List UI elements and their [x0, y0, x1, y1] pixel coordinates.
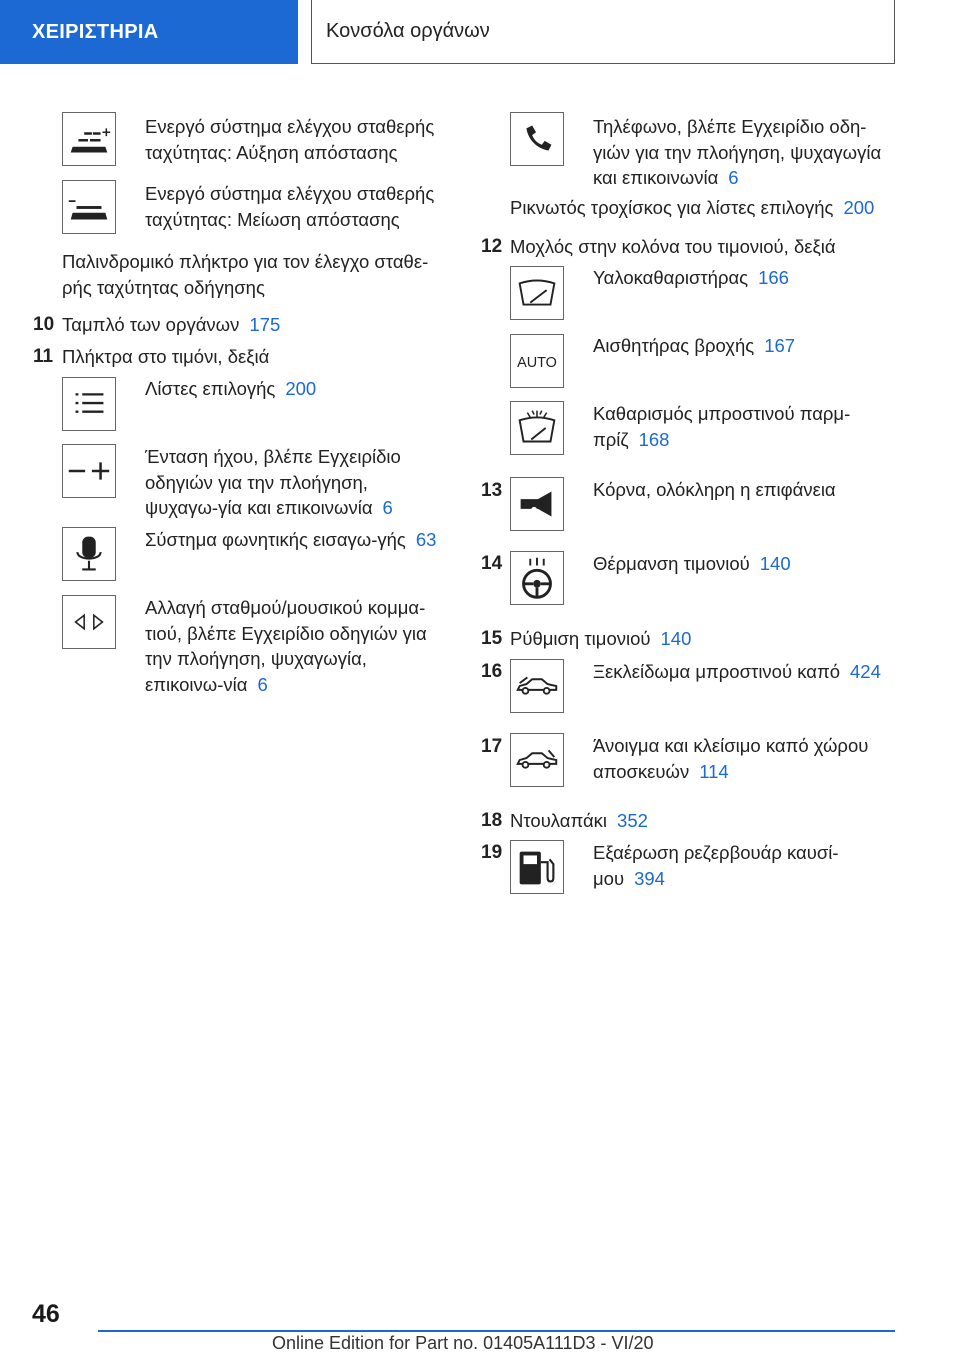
list-item-glovebox: [510, 808, 648, 834]
hood-icon: [510, 659, 564, 713]
phone-icon: [510, 112, 564, 166]
item-number: 17: [481, 736, 503, 757]
footer-text: Online Edition for Part no. 01405A111D3 - VI/20: [272, 1333, 654, 1353]
item-text: Εξαέρωση ρεζερβουάρ καυσί-μου: [593, 842, 839, 889]
auto-label: AUTO: [517, 354, 557, 371]
item-text: Καθαρισμός μπροστινού παρμ-πρίζ: [593, 403, 851, 450]
item-text: Ένταση ήχου, βλέπε Εγχειρίδιο οδηγιών για την πλοήγηση, ψυχαγω-γία και επικοινωνία: [145, 446, 401, 518]
page-reference-link[interactable]: 6: [257, 673, 268, 695]
page-number: 46: [32, 1300, 60, 1328]
page-reference-link[interactable]: 168: [638, 428, 670, 450]
item-number: 18: [481, 810, 503, 831]
page-reference-link[interactable]: 63: [415, 529, 437, 550]
page-reference-link[interactable]: 140: [759, 553, 791, 574]
item-text: Τηλέφωνο, βλέπε Εγχειρίδιο οδη-γιών για την πλοήγηση, ψυχαγωγία και επικοινωνία: [593, 116, 882, 188]
item-text: Κόρνα, ολόκληρη η επιφάνεια: [593, 479, 836, 500]
item-text: Λίστες επιλογής: [145, 378, 276, 399]
list-item-hood: [593, 659, 893, 685]
list-item-10: [62, 312, 280, 338]
item-number: 12: [481, 236, 503, 257]
item-number: 15: [481, 628, 503, 649]
page-title: Κονσόλα οργάνων: [326, 20, 490, 42]
auto-icon: [510, 334, 564, 388]
list-item-voice: [145, 527, 445, 553]
item-text: Ντουλαπάκι: [510, 810, 608, 831]
list-item-wheel-adjust: [510, 626, 691, 652]
page-reference-link[interactable]: 200: [285, 378, 317, 399]
footer-divider: [98, 1330, 895, 1332]
item-text: Πλήκτρα στο τιμόνι, δεξιά: [62, 346, 270, 367]
page-reference-link[interactable]: 167: [764, 335, 796, 356]
page-reference-link[interactable]: 140: [660, 628, 692, 649]
item-number: 13: [481, 480, 503, 501]
list-item-phone: [593, 114, 893, 191]
page-reference-link[interactable]: 166: [758, 267, 789, 288]
wiper-icon: [510, 266, 564, 320]
list-item-heated-wheel: [593, 551, 791, 577]
trunk-icon: [510, 733, 564, 787]
page-reference-link[interactable]: 6: [728, 167, 739, 188]
item-text: Ρικνωτός τροχίσκος για λίστες επιλογής: [510, 197, 834, 218]
item-number: 11: [33, 346, 54, 367]
item-text: Μοχλός στην κολόνα του τιμονιού, δεξιά: [510, 236, 836, 257]
page-reference-link[interactable]: 352: [617, 810, 648, 831]
list-icon: [62, 377, 116, 431]
item-text: Ξεκλείδωμα μπροστινού καπό: [593, 661, 841, 682]
item-number: 10: [33, 314, 55, 335]
item-text: Ταμπλό των οργάνων: [62, 314, 240, 335]
list-item-selection: [145, 376, 316, 402]
heated-wheel-icon: [510, 551, 564, 605]
station-change-icon: [62, 595, 116, 649]
item-text: Άνοιγμα και κλείσιμο καπό χώρου αποσκευών: [593, 735, 869, 782]
item-text: Αλλαγή σταθμού/μουσικού κομμα-τιού, βλέπε Εγχειρίδιο οδηγιών για την πλοήγηση, ψυχαγωγία, επικοινω-νία: [145, 597, 427, 695]
voice-icon: [62, 527, 116, 581]
list-item-rain-sensor: [593, 333, 795, 359]
distance-increase-icon: [62, 112, 116, 166]
page-reference-link[interactable]: 394: [634, 867, 665, 889]
list-item-trunk: [593, 733, 893, 784]
page-reference-link[interactable]: 200: [843, 197, 875, 218]
section-tab[interactable]: [0, 0, 298, 64]
page-reference-link[interactable]: 114: [699, 760, 729, 782]
item-number: 14: [481, 553, 503, 574]
page-reference-link[interactable]: 175: [249, 314, 281, 335]
section-title: ΧΕΙΡΙΣΤΗΡΙΑ: [32, 20, 159, 43]
list-item-volume: [145, 444, 445, 521]
item-number: 16: [481, 661, 503, 682]
volume-icon: [62, 444, 116, 498]
list-item-station: [145, 595, 450, 697]
item-text: Ρύθμιση τιμονιού: [510, 628, 651, 649]
page-reference-link[interactable]: 6: [382, 497, 393, 518]
item-text: Θέρμανση τιμονιού: [593, 553, 750, 574]
fuel-icon: [510, 840, 564, 894]
item-text: Αισθητήρας βροχής: [593, 335, 755, 356]
page-header: [311, 0, 895, 64]
horn-icon: [510, 477, 564, 531]
distance-increase-text: Ενεργό σύστημα ελέγχου σταθερής ταχύτητας: Αύξηση απόστασης: [145, 116, 435, 163]
item-number: 19: [481, 842, 503, 863]
distance-decrease-text: Ενεργό σύστημα ελέγχου σταθερής ταχύτητας: Μείωση απόστασης: [145, 183, 435, 230]
knurled-wheel-text: [510, 195, 874, 221]
list-item-fuel: [593, 840, 893, 891]
distance-decrease-icon: [62, 180, 116, 234]
list-item-washer: [593, 401, 893, 452]
page-reference-link[interactable]: 424: [850, 661, 881, 682]
rocker-switch-text: Παλινδρομικό πλήκτρο για τον έλεγχο σταθε-ρής ταχύτητας οδήγησης: [62, 251, 429, 298]
item-text: Υαλοκαθαριστήρας: [593, 267, 749, 288]
washer-icon: [510, 401, 564, 455]
list-item-wiper: [593, 265, 789, 291]
item-text: Σύστημα φωνητικής εισαγω-γής: [145, 529, 406, 550]
